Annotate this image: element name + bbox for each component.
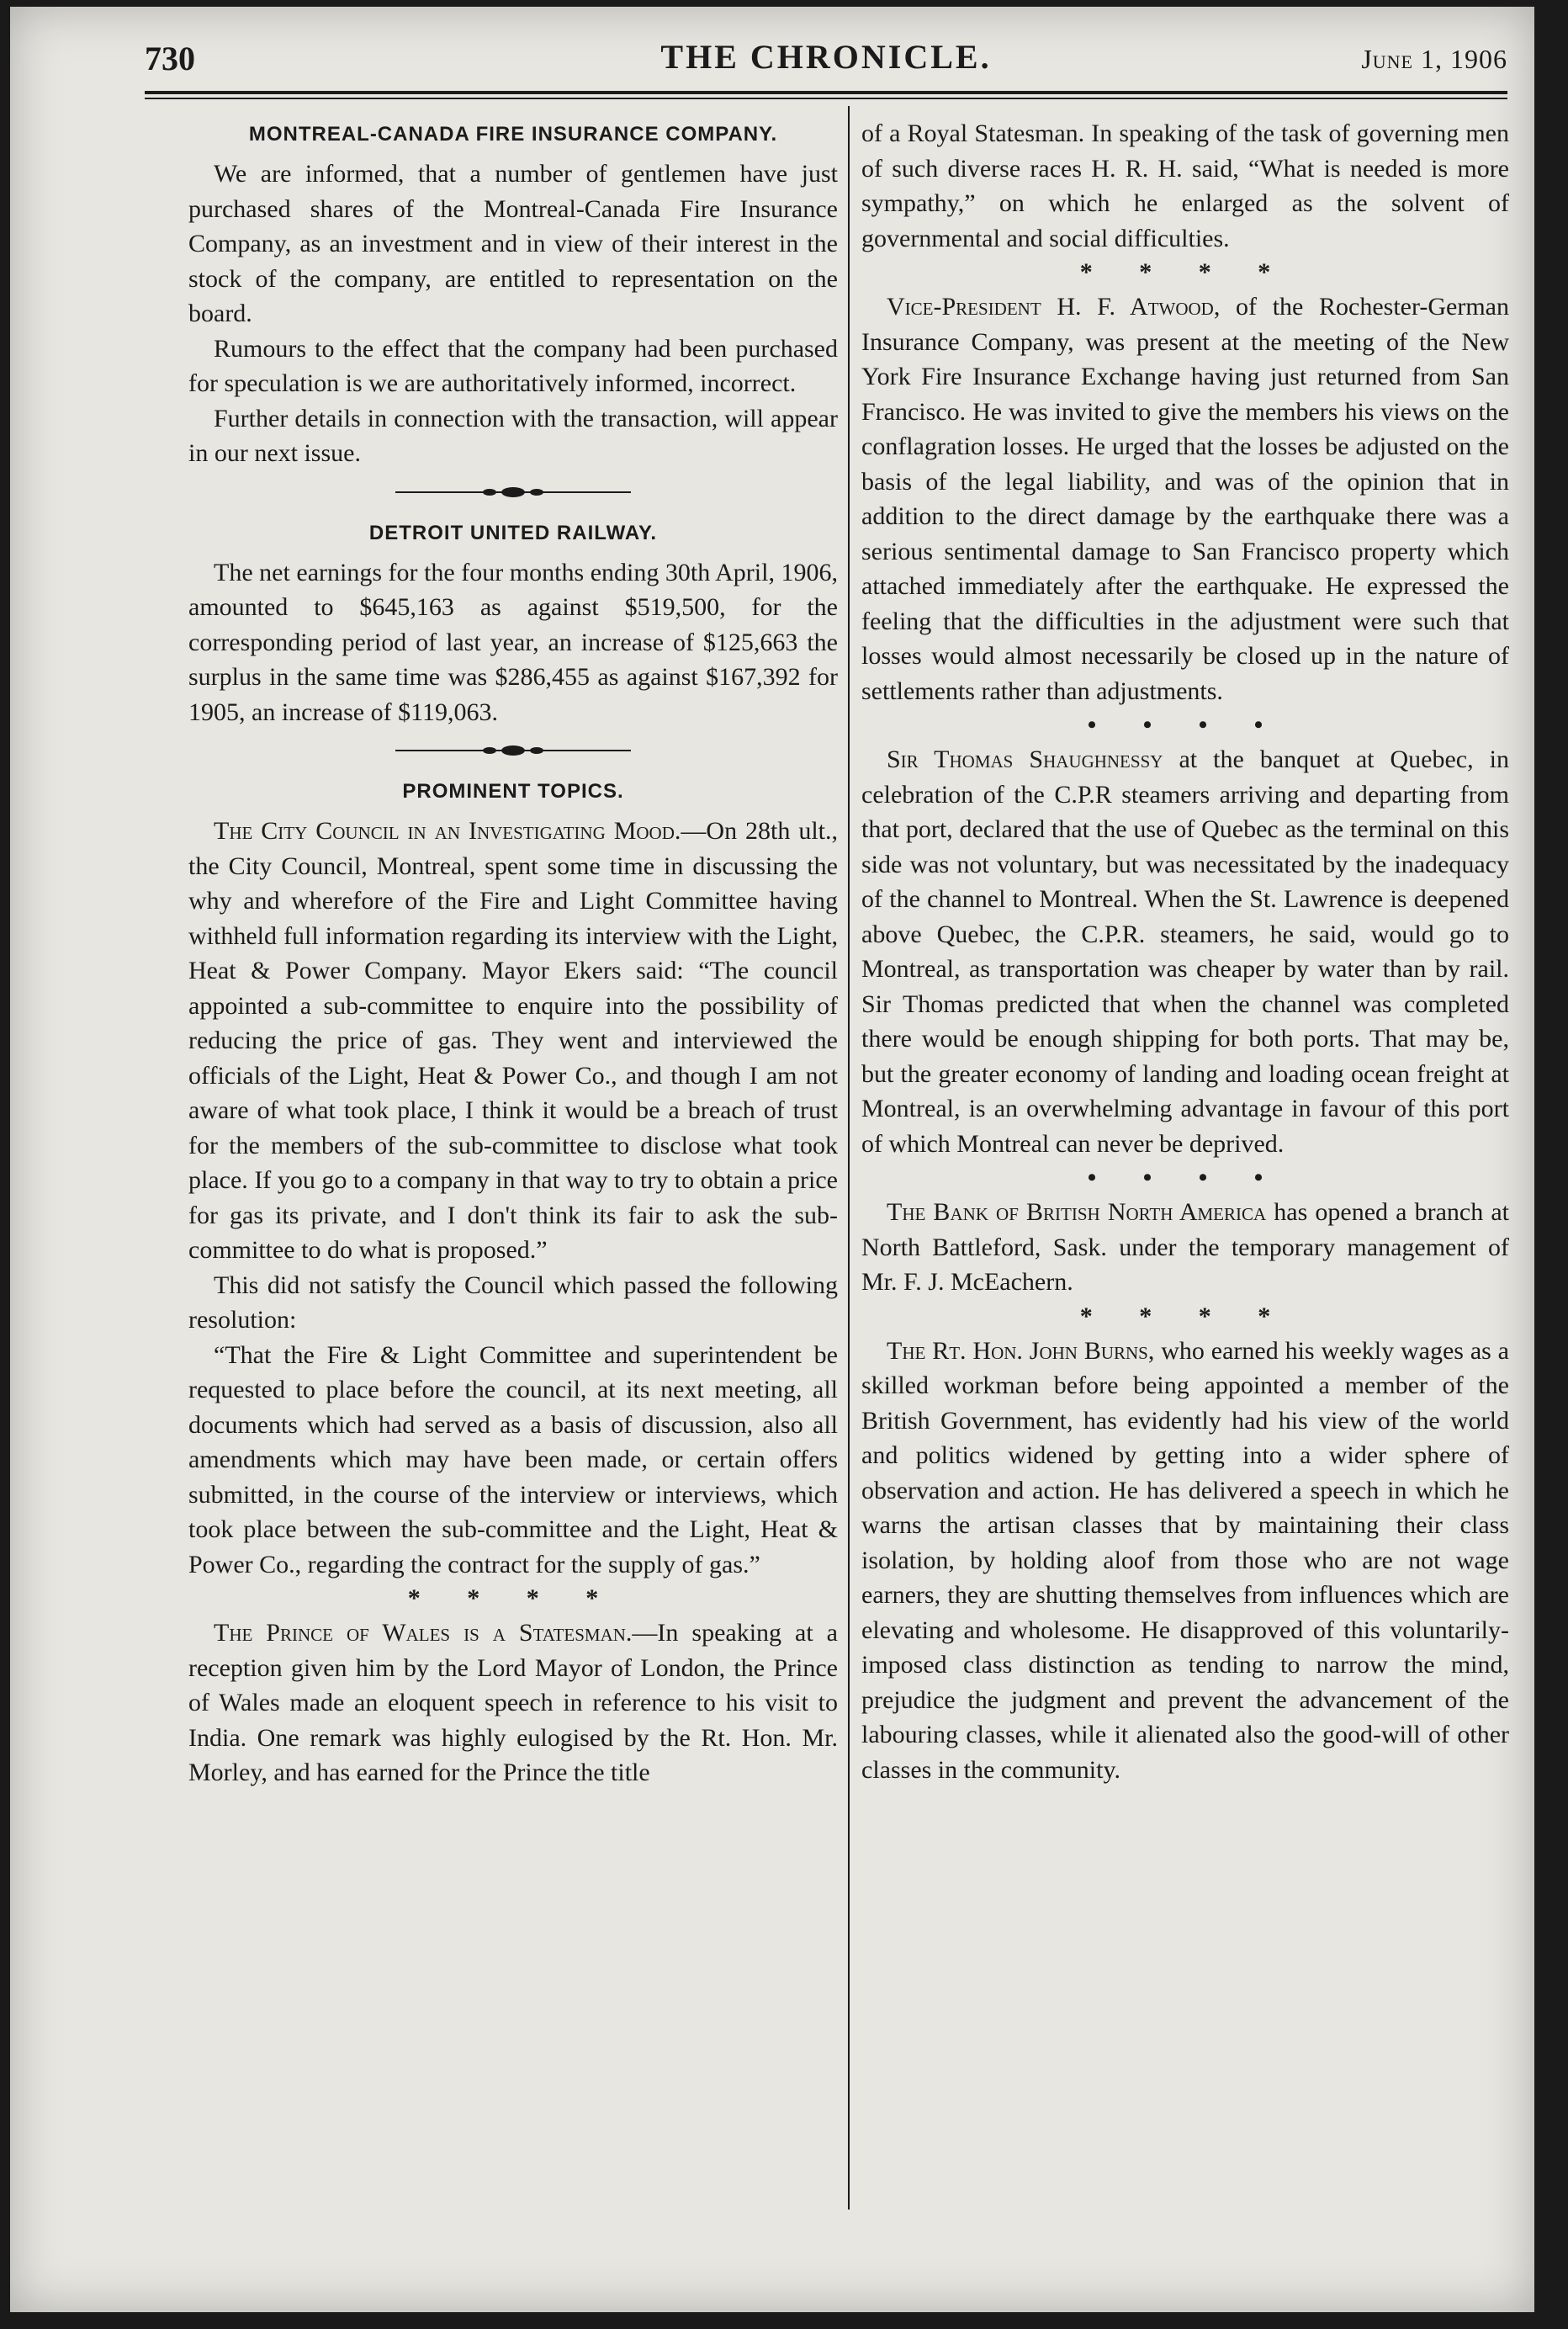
topic-paragraph: “That the Fire & Light Committee and superintendent be requested to place before the council, at its next meeting, all documents which had served as a basis of discussion, also all amendments which may have been made, or certain offers submitted, in the course of the interview or interviews, which took place between the sub-committee and the Light, Heat & Power Co., regarding the contract for the supply of gas.” xyxy=(188,1340,838,1578)
article-paragraph: Rumours to the effect that the company had been purchased for speculation is we are authoritatively informed, incorrect. xyxy=(188,334,838,397)
topic-body: —In speaking at a reception given him by the Lord Mayor of London, the Prince of Wales made an eloquent speech in reference to his visit to India. One remark was highly eulogised by the Rt. Hon. Mr. Morley, and has earned for the Prince the title xyxy=(188,1619,838,1786)
topic-body: at the banquet at Quebec, in celebration of the C.P.R steamers arriving and departing from that port, declared that the use of Quebec as the terminal on this side was not voluntary, but was necessitated by the inadequacy of the channel to Montreal. When the St. Lawrence is deepened above Quebec, the C.P.R. steamers, he said, would go to Montreal, as transportation was cheaper by water than by rail. Sir Thomas predicted that when the channel was completed there would be enough shipping for both ports. That may be, but the greater economy of landing and loading ocean freight at Montreal, is an overwhelming advantage in favour of this port of which Montreal can never be deprived. xyxy=(861,745,1509,1158)
topic-paragraph xyxy=(861,1195,1509,1300)
header-rule-thin xyxy=(145,98,1507,99)
ornament-divider xyxy=(395,738,631,763)
journal-title: THE CHRONICLE. xyxy=(660,38,992,76)
topic-lead: The Prince of Wales is a Statesman. xyxy=(214,1619,633,1647)
article-title-detroit-united: DETROIT UNITED RAILWAY. xyxy=(368,521,658,544)
topic-lead: The Bank of British North America xyxy=(887,1198,1267,1226)
topic-body: —On 28th ult., the City Council, Montreal, spent some time in discussing the why and wherefore of the Fire and Light Committee having withheld full information regarding its interview with the Light, Heat & Power Company. Mayor Ekers said: “The council appointed a sub-committee to enquire into the possibility of reducing the price of gas. They went and interviewed the officials of the Light, Heat & Power Co., and though I am not aware of what took place, I think it would be a breach of trust for the members of the sub-committee to disclose what took place. If you go to a company in that way to try to obtain a price for gas its private, and I don't think its fair to ask the sub-committee to do what is proposed.” xyxy=(188,817,839,1264)
section-stars: * * * * xyxy=(1079,1302,1291,1330)
section-stars: * * * * xyxy=(407,1584,619,1612)
topic-paragraph xyxy=(861,289,1509,708)
header-rule-thick xyxy=(145,91,1507,94)
topic-lead: Sir Thomas Shaughnessy xyxy=(887,745,1163,773)
section-dots: • • • • xyxy=(1087,1164,1284,1191)
right-column xyxy=(861,116,1509,1787)
continued-paragraph: of a Royal Statesman. In speaking of the task of governing men of such diverse races H. R. H. said, “What is needed is more sympathy,” on which he enlarged as the solvent of governmental and social difficulties. xyxy=(861,119,1509,252)
page-number: 730 xyxy=(145,40,195,77)
issue-date: June 1, 1906 xyxy=(1361,44,1507,74)
left-column xyxy=(188,116,838,1791)
topic-paragraph: This did not satisfy the Council which passed the following resolution: xyxy=(188,1271,838,1334)
topic-paragraph xyxy=(188,814,838,1268)
column-divider xyxy=(848,106,850,2210)
section-stars: * * * * xyxy=(1079,258,1291,286)
article-paragraph: The net earnings for the four months ending 30th April, 1906, amounted to $645,163 as against $519,500, for the corresponding period of last year, an increase of $125,663 the surplus in the same time was $286,455 as against $167,392 for 1905, an increase of $119,063. xyxy=(188,558,838,726)
topic-paragraph xyxy=(188,1615,838,1791)
ornament-divider xyxy=(395,480,631,505)
newspaper-page xyxy=(10,7,1534,2312)
topic-paragraph xyxy=(861,742,1509,1161)
topic-body: who earned his weekly wages as a skilled workman before being appointed a member of the British Government, has evidently had his view of the world and politics widened by getting into a wider sphere of observation and action. He has delivered a speech in which he warns the artisan classes that by maintaining their class isolation, by holding aloof from those who are not wage earners, they are shutting themselves from influences which are elevating and wholesome. He disapproved of this voluntarily-imposed class distinction as tending to narrow the mind, prejudice the judgment and prevent the advancement of the labouring classes, while it alienated also the good-will of other classes in the community. xyxy=(861,1336,1509,1784)
topic-lead: The Rt. Hon. John Burns, xyxy=(887,1336,1155,1365)
topic-paragraph xyxy=(861,1334,1509,1788)
topic-body: has opened a branch at North Battleford, Sask. under the temporary management of Mr. F. J. McEachern. xyxy=(861,1198,1509,1296)
topic-body: of the Rochester-German Insurance Company, was present at the meeting of the New York Fire Insurance Exchange having just returned from San Francisco. He was invited to give the members his views on the conflagration losses. He urged that the losses be adjusted on the basis of the legal liability, and was of the opinion that in addition to the direct damage by the earthquake there was a serious sentimental damage to San Francisco property which attached immediately after the earthquake. He expressed the feeling that the difficulties in the adjustment were such that losses would almost necessarily be closed up in the nature of settlements rather than adjustments. xyxy=(861,293,1509,705)
page-header xyxy=(145,34,1507,84)
article-title-montreal-canada: MONTREAL-CANADA FIRE INSURANCE COMPANY. xyxy=(248,123,778,146)
topic-lead: Vice-President H. F. Atwood, xyxy=(887,293,1221,321)
article-paragraph: We are informed, that a number of gentlemen have just purchased shares of the Montreal-Canada Fire Insurance Company, as an investment and in view of their interest in the stock of the company, are entitled to representation on the board. xyxy=(188,160,838,327)
section-dots: • • • • xyxy=(1087,711,1284,739)
article-paragraph: Further details in connection with the transaction, will appear in our next issue. xyxy=(188,404,838,467)
article-title-prominent-topics: PROMINENT TOPICS. xyxy=(402,780,624,803)
topic-lead: The City Council in an Investigating Mood. xyxy=(214,817,681,845)
